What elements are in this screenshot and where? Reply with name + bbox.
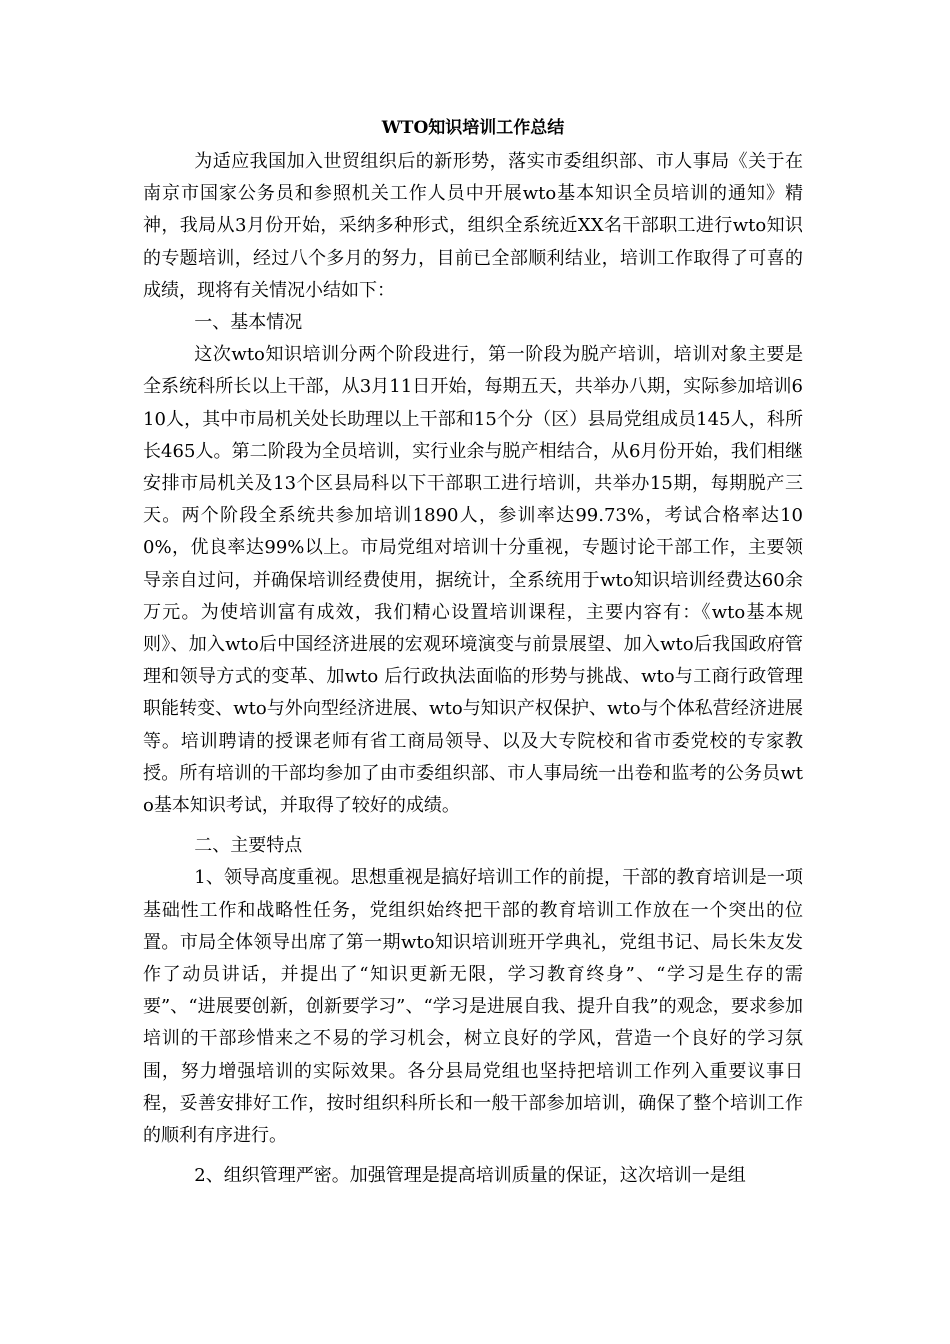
section1-paragraph: 这次wto知识培训分两个阶段进行，第一阶段为脱产培训，培训对象主要是全系统科所长以上干部，从3月11日开始，每期五天，共举办八期，实际参加培训610人，其中市局机关处长助理以上干部和15个分（区）县局党组成员145人，科所长465人。第二阶段为全员培训，实行业余与脱产相结合，从6月份开始，我们相继安排市局机关及13个区县局科以下干部职工进行培训，共举办15期，每期脱产三天。两个阶段全系统共参加培训1890人，参训率达99.73%，考试合格率达100%，优良率达99%以上。市局党组对培训十分重视，专题讨论干部工作，主要领导亲自过问，并确保培训经费使用，据统计，全系统用于wto知识培训经费达60余万元。为使培训富有成效，我们精心设置培训课程，主要内容有：《wto基本规则》、加入wto后中国经济进展的宏观环境演变与前景展望、加入wto后我国政府管理和领导方式的变革、加wto 后行政执法面临的形势与挑战、wto与工商行政管理职能转变、wto与外向型经济进展、wto与知识产权保护、wto与个体私营经济进展等。培训聘请的授课老师有省工商局领导、以及大专院校和省市委党校的专家教授。所有培训的干部均参加了由市委组织部、市人事局统一出卷和监考的公务员wto基本知识考试，并取得了较好的成绩。 [143,344,803,817]
feature-item-management: 2、组织管理严密。加强管理是提高培训质量的保证，这次培训一是组 [194,1165,746,1187]
document-body [143,112,803,1193]
section-heading-basic-situation: 一、基本情况 [194,312,303,334]
document-title: WTO知识培训工作总结 [381,118,565,138]
paragraph-spacer [143,822,803,830]
section-heading-main-features: 二、主要特点 [194,835,303,857]
intro-paragraph: 为适应我国加入世贸组织后的新形势，落实市委组织部、市人事局《关于在南京市国家公务员和参照机关工作人员中开展wto基本知识全员培训的通知》精神，我局从3月份开始，采纳多种形式，组织全系统近XX名干部职工进行wto知识的专题培训，经过八个多月的努力，目前已全部顺利结业，培训工作取得了可喜的成绩，现将有关情况小结如下： [143,151,803,301]
paragraph-spacer [143,1152,803,1160]
feature-item-leadership: 1、领导高度重视。思想重视是搞好培训工作的前提，干部的教育培训是一项基础性工作和战略性任务，党组织始终把干部的教育培训工作放在一个突出的位置。市局全体领导出席了第一期wto知识培训班开学典礼，党组书记、局长朱友发作了动员讲话，并提出了“知识更新无限，学习教育终身”、“学习是生存的需要”、“进展要创新，创新要学习”、“学习是进展自我、提升自我”的观念，要求参加培训的干部珍惜来之不易的学习机会，树立良好的学风，营造一个良好的学习氛围，努力增强培训的实际效果。各分县局党组也坚持把培训工作列入重要议事日程，妥善安排好工作，按时组织科所长和一般干部参加培训，确保了整个培训工作的顺利有序进行。 [143,867,803,1147]
